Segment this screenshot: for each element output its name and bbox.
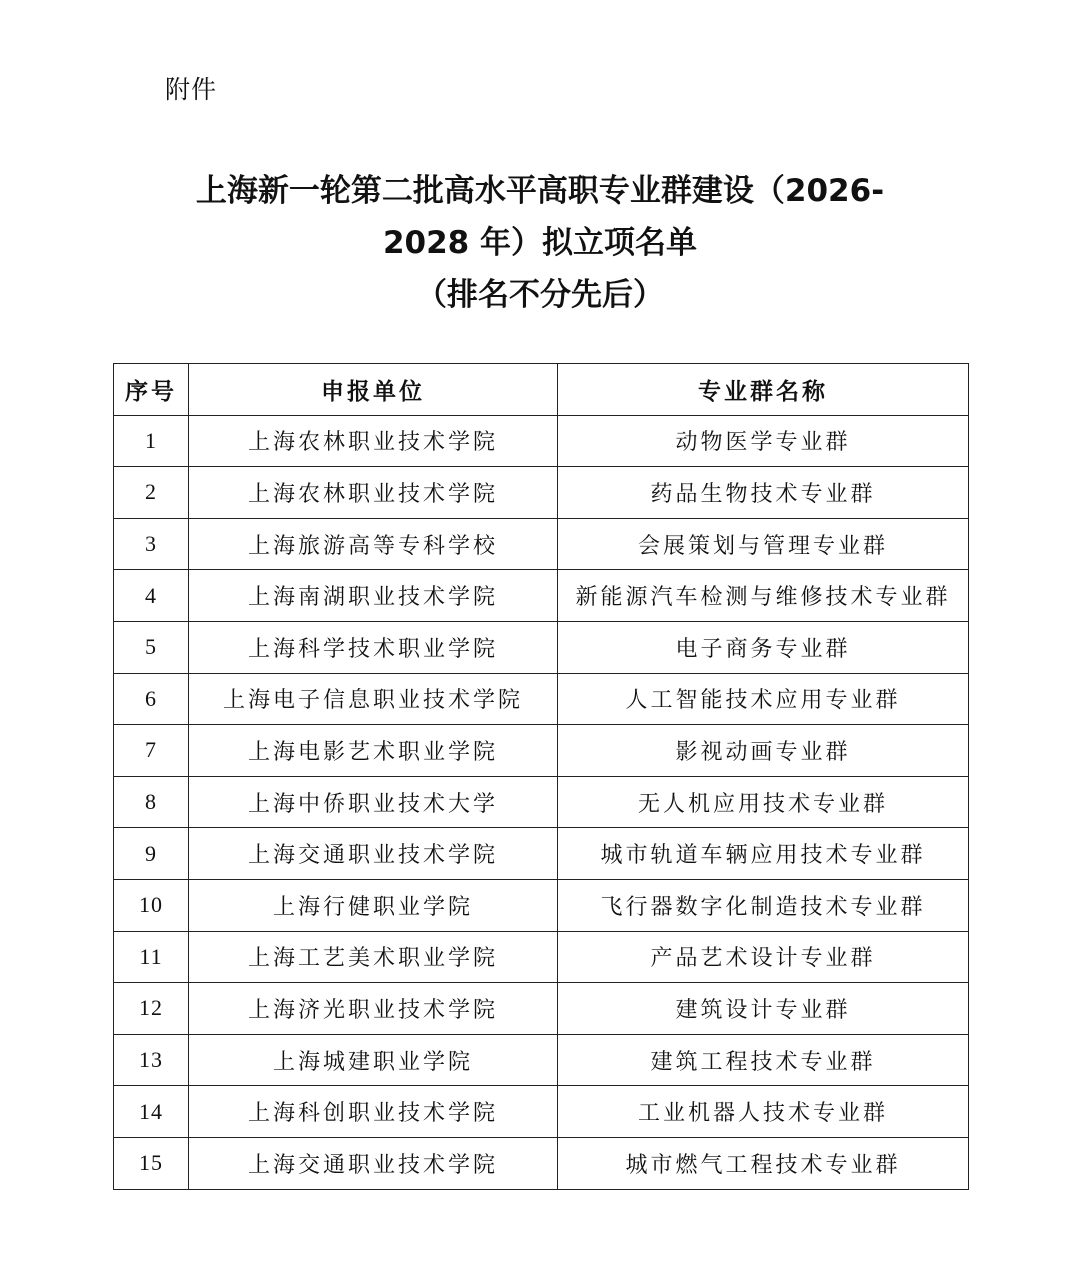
group-name-cell: 城市轨道车辆应用技术专业群 [558,828,969,880]
row-number-cell: 14 [114,1086,189,1138]
group-name-cell: 工业机器人技术专业群 [558,1086,969,1138]
title-line-3: （排名不分先后） [416,277,664,313]
applicant-unit-cell: 上海电影艺术职业学院 [189,725,558,777]
table-row [114,1137,969,1189]
group-name-cell: 动物医学专业群 [558,415,969,467]
row-number-cell: 7 [114,725,189,777]
group-name-cell: 药品生物技术专业群 [558,467,969,519]
applicant-unit-cell: 上海南湖职业技术学院 [189,570,558,622]
document-title [0,165,1080,321]
applicant-unit-cell: 上海农林职业技术学院 [189,415,558,467]
header-applicant-unit: 申报单位 [189,364,558,416]
applicant-unit-cell: 上海旅游高等专科学校 [189,518,558,570]
applicant-unit-cell: 上海电子信息职业技术学院 [189,673,558,725]
table-row [114,931,969,983]
applicant-unit-cell: 上海行健职业学院 [189,879,558,931]
applicant-unit-cell: 上海济光职业技术学院 [189,983,558,1035]
table-row [114,673,969,725]
applicant-unit-cell: 上海中侨职业技术大学 [189,776,558,828]
applicant-unit-cell: 上海科创职业技术学院 [189,1086,558,1138]
row-number-cell: 13 [114,1034,189,1086]
table-row [114,467,969,519]
row-number-cell: 6 [114,673,189,725]
group-name-cell: 城市燃气工程技术专业群 [558,1137,969,1189]
row-number-cell: 2 [114,467,189,519]
group-name-cell: 飞行器数字化制造技术专业群 [558,879,969,931]
group-name-cell: 新能源汽车检测与维修技术专业群 [558,570,969,622]
table-body [114,415,969,1189]
table-row [114,570,969,622]
row-number-cell: 11 [114,931,189,983]
applicant-unit-cell: 上海交通职业技术学院 [189,828,558,880]
group-name-cell: 无人机应用技术专业群 [558,776,969,828]
group-name-cell: 影视动画专业群 [558,725,969,777]
attachment-label: 附件 [165,75,218,104]
table-row [114,1086,969,1138]
table-row [114,415,969,467]
row-number-cell: 4 [114,570,189,622]
table-row [114,828,969,880]
row-number-cell: 15 [114,1137,189,1189]
row-number-cell: 10 [114,879,189,931]
table-row [114,518,969,570]
header-group-name: 专业群名称 [558,364,969,416]
applicant-unit-cell: 上海工艺美术职业学院 [189,931,558,983]
table-row [114,776,969,828]
project-list-table-container [113,363,968,1190]
row-number-cell: 8 [114,776,189,828]
group-name-cell: 电子商务专业群 [558,621,969,673]
header-number: 序号 [114,364,189,416]
project-list-table [113,363,969,1190]
table-row [114,879,969,931]
row-number-cell: 1 [114,415,189,467]
group-name-cell: 产品艺术设计专业群 [558,931,969,983]
table-row [114,725,969,777]
title-line-2: 2028 年）拟立项名单 [382,225,698,261]
table-row [114,983,969,1035]
table-row [114,1034,969,1086]
applicant-unit-cell: 上海农林职业技术学院 [189,467,558,519]
applicant-unit-cell: 上海科学技术职业学院 [189,621,558,673]
group-name-cell: 会展策划与管理专业群 [558,518,969,570]
row-number-cell: 9 [114,828,189,880]
group-name-cell: 建筑设计专业群 [558,983,969,1035]
table-header-row [114,364,969,416]
group-name-cell: 建筑工程技术专业群 [558,1034,969,1086]
row-number-cell: 12 [114,983,189,1035]
applicant-unit-cell: 上海城建职业学院 [189,1034,558,1086]
group-name-cell: 人工智能技术应用专业群 [558,673,969,725]
row-number-cell: 3 [114,518,189,570]
row-number-cell: 5 [114,621,189,673]
title-line-1: 上海新一轮第二批高水平高职专业群建设（2026- [195,173,885,209]
table-row [114,621,969,673]
applicant-unit-cell: 上海交通职业技术学院 [189,1137,558,1189]
